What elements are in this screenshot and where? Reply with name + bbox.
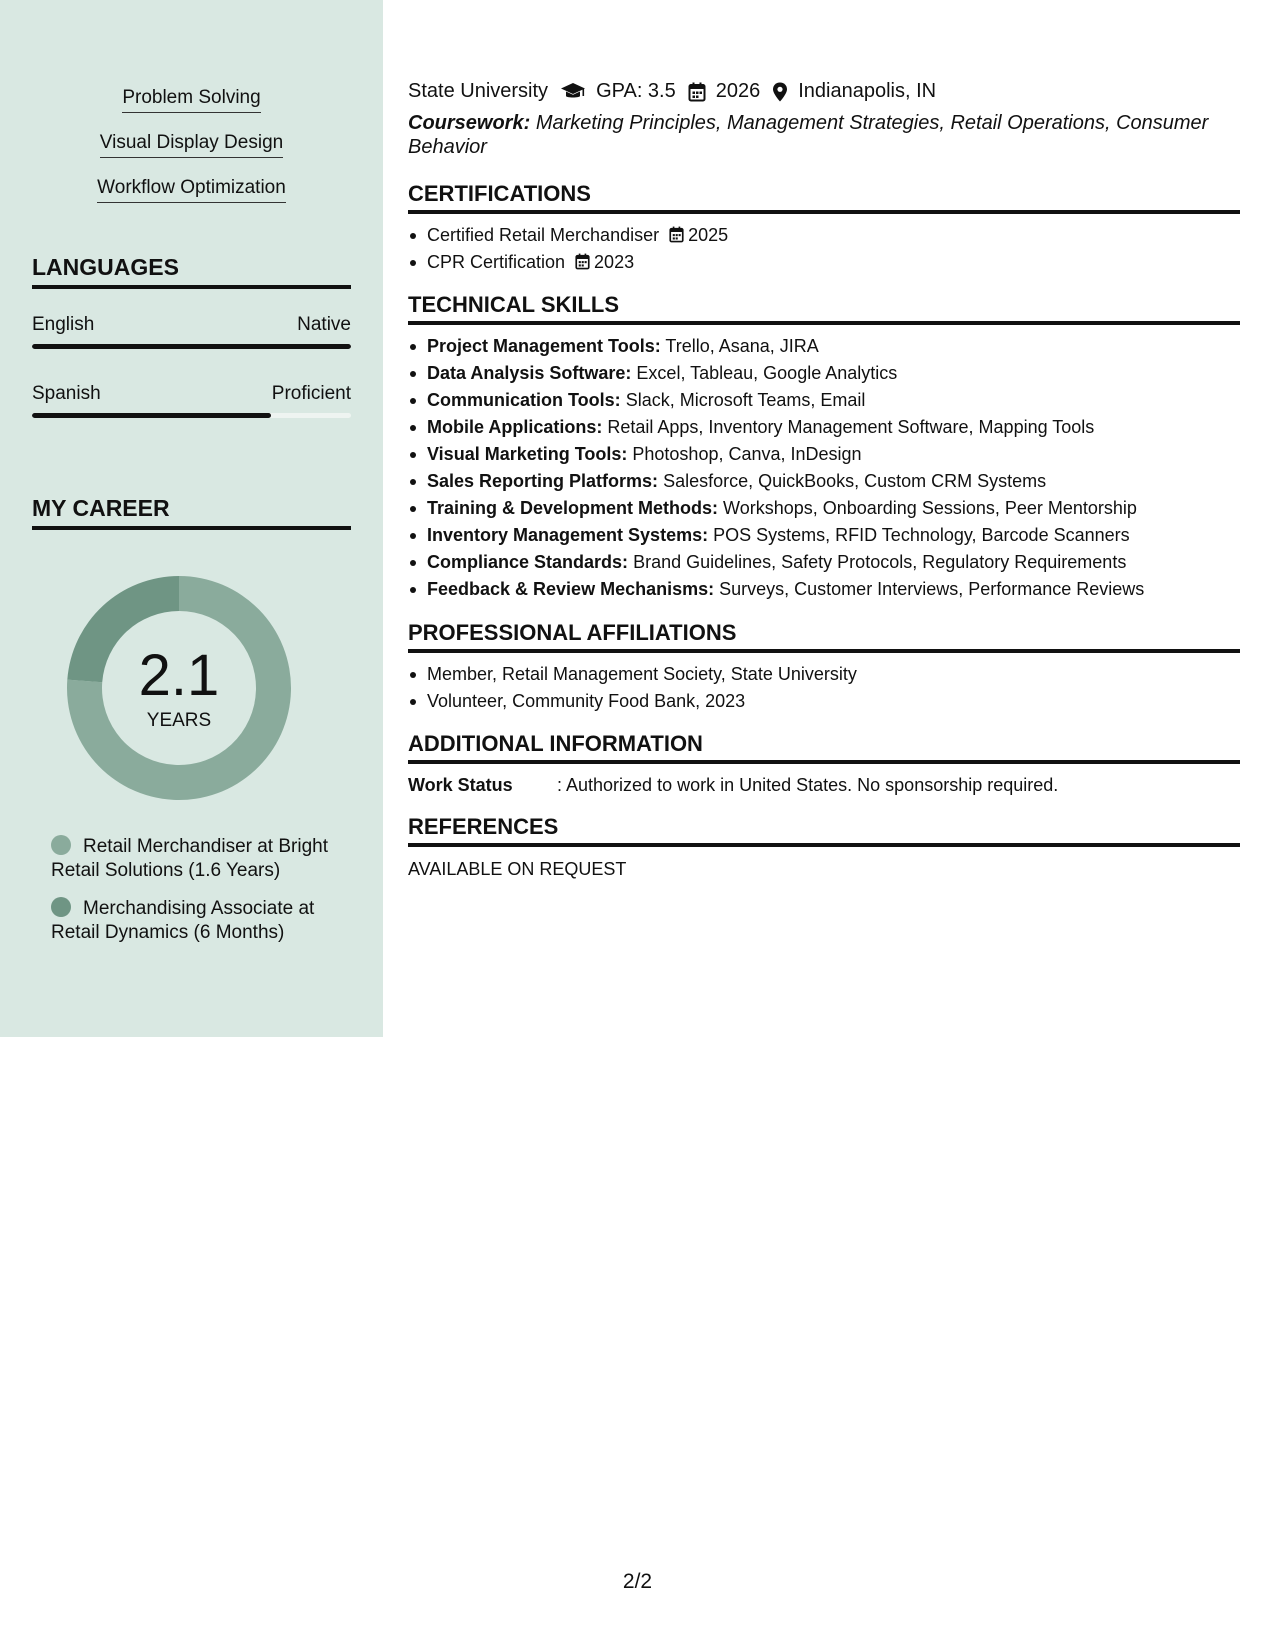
languages-heading: LANGUAGES — [32, 254, 351, 289]
career-donut — [66, 575, 292, 801]
skill-values: Surveys, Customer Interviews, Performance Reviews — [719, 579, 1145, 599]
list-item — [408, 333, 1240, 360]
career-total-value: 2.1 — [138, 643, 220, 708]
location-pin-icon — [772, 82, 788, 102]
skill-values: Slack, Microsoft Teams, Email — [625, 390, 866, 410]
career-item-label: Retail Merchandiser at Bright Retail Solutions (1.6 Years) — [51, 836, 328, 881]
education-line — [408, 80, 936, 103]
affiliations-list — [408, 661, 1240, 715]
technical-skills-heading: TECHNICAL SKILLS — [408, 292, 1240, 325]
skill-item: Visual Display Design — [100, 131, 283, 158]
coursework-text: Marketing Principles, Management Strategies, Retail Operations, Consumer Behavior — [408, 112, 1209, 158]
skill-values: POS Systems, RFID Technology, Barcode Scanners — [713, 525, 1130, 545]
skill-values: Photoshop, Canva, InDesign — [632, 444, 862, 464]
career-total-unit: YEARS — [146, 710, 212, 731]
list-item — [408, 495, 1240, 522]
technical-skills-list — [408, 333, 1240, 603]
coursework-label: Coursework: — [408, 112, 531, 134]
skill-category: Mobile Applications: — [427, 417, 603, 437]
work-status — [408, 775, 1058, 796]
list-item — [408, 576, 1240, 603]
language-level: Proficient — [271, 383, 351, 404]
graduation-year: 2026 — [715, 80, 761, 102]
skill-values: Salesforce, QuickBooks, Custom CRM Systems — [663, 471, 1047, 491]
skill-values: Retail Apps, Inventory Management Software, Mapping Tools — [607, 417, 1095, 437]
list-item — [408, 387, 1240, 414]
references-heading: REFERENCES — [408, 814, 1240, 847]
skill-category: Sales Reporting Platforms: — [427, 471, 659, 491]
coursework — [408, 111, 1240, 159]
skill-category: Compliance Standards: — [427, 552, 629, 572]
page-number: 2/2 — [622, 1570, 653, 1593]
skill-values: Trello, Asana, JIRA — [665, 336, 819, 356]
work-status-label: Work Status — [408, 775, 513, 795]
additional-info-heading: ADDITIONAL INFORMATION — [408, 731, 1240, 764]
list-item — [408, 222, 1240, 249]
location: Indianapolis, IN — [798, 80, 937, 102]
skill-category: Data Analysis Software: — [427, 363, 632, 383]
work-status-value: : Authorized to work in United States. No sponsorship required. — [557, 775, 1059, 795]
language-bar-fill — [32, 413, 271, 418]
career-legend-dot — [51, 835, 71, 855]
certification-year: 2023 — [594, 252, 635, 272]
school-name: State University — [408, 80, 549, 102]
skill-values: Workshops, Onboarding Sessions, Peer Mentorship — [723, 498, 1137, 518]
skill-item: Problem Solving — [122, 86, 260, 113]
certification-name: Certified Retail Merchandiser — [427, 225, 660, 245]
language-bar — [32, 413, 351, 418]
language-name: English — [32, 314, 95, 335]
list-item — [408, 441, 1240, 468]
career-legend-dot — [51, 897, 71, 917]
skill-item: Workflow Optimization — [97, 176, 286, 203]
calendar-icon — [575, 253, 590, 270]
skill-category: Training & Development Methods: — [427, 498, 719, 518]
calendar-icon — [669, 226, 684, 243]
references-text: AVAILABLE ON REQUEST — [408, 859, 627, 879]
skills-list — [0, 86, 383, 221]
language-bar — [32, 344, 351, 349]
graduation-cap-icon — [560, 82, 586, 102]
list-item: Volunteer, Community Food Bank, 2023 — [408, 688, 1240, 715]
skill-category: Communication Tools: — [427, 390, 621, 410]
list-item — [408, 468, 1240, 495]
certification-year: 2025 — [688, 225, 729, 245]
list-item — [408, 549, 1240, 576]
skill-category: Project Management Tools: — [427, 336, 661, 356]
skill-values: Excel, Tableau, Google Analytics — [636, 363, 898, 383]
skill-category: Visual Marketing Tools: — [427, 444, 628, 464]
career-heading: MY CAREER — [32, 495, 351, 530]
calendar-icon — [688, 82, 706, 102]
list-item — [408, 360, 1240, 387]
gpa: GPA: 3.5 — [596, 80, 676, 102]
language-name: Spanish — [32, 383, 101, 404]
certification-name: CPR Certification — [427, 252, 566, 272]
affiliations-heading: PROFESSIONAL AFFILIATIONS — [408, 620, 1240, 653]
certifications-list — [408, 222, 1240, 276]
language-bar-fill — [32, 344, 351, 349]
skill-category: Inventory Management Systems: — [427, 525, 709, 545]
skill-values: Brand Guidelines, Safety Protocols, Regulatory Requirements — [633, 552, 1127, 572]
sidebar — [0, 0, 383, 1037]
certifications-heading: CERTIFICATIONS — [408, 181, 1240, 214]
career-item — [51, 835, 341, 883]
list-item: Member, Retail Management Society, State University — [408, 661, 1240, 688]
list-item — [408, 522, 1240, 549]
skill-category: Feedback & Review Mechanisms: — [427, 579, 715, 599]
list-item — [408, 414, 1240, 441]
list-item — [408, 249, 1240, 276]
language-level: Native — [297, 314, 351, 335]
career-item — [51, 897, 341, 945]
career-item-label: Merchandising Associate at Retail Dynamics (6 Months) — [51, 898, 315, 943]
